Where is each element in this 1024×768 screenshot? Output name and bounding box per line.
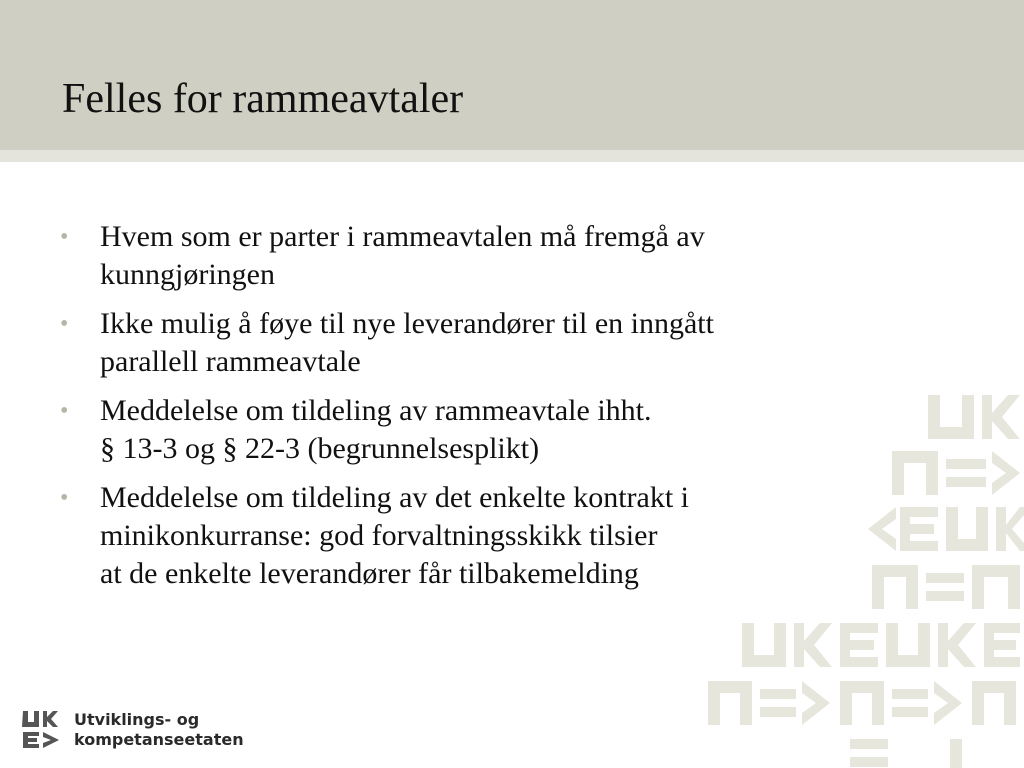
pattern-row-7 [850, 739, 962, 768]
title-banner-strip [0, 150, 1024, 162]
logo-line-2: kompetanseetaten [74, 730, 244, 749]
bullet-list [60, 218, 940, 604]
title-banner [0, 0, 1024, 150]
bullet-line: kunngjøringen [100, 258, 275, 291]
bullet-item [60, 305, 940, 381]
uke-logo-icon [22, 710, 62, 750]
bullet-dot-icon: • [60, 224, 69, 250]
bullet-line: minikonkurranse: god forvaltningsskikk tilsier [100, 519, 658, 552]
pattern-row-5 [742, 623, 1020, 667]
pattern-row-1 [928, 395, 1020, 439]
bullet-line: Hvem som er parter i rammeavtalen må fremgå av [100, 220, 705, 253]
bullet-line: § 13-3 og § 22-3 (begrunnelsesplikt) [100, 432, 540, 465]
bullet-line: Meddelelse om tildeling av rammeavtale ihht. [100, 394, 652, 427]
logo-line-1: Utviklings- og [74, 710, 200, 729]
bullet-item [60, 392, 940, 468]
organization-logo [22, 710, 244, 750]
bullet-item [60, 218, 940, 294]
bullet-line: Ikke mulig å føye til nye leverandører til en inngått [100, 307, 714, 340]
bullet-line: parallell rammeavtale [100, 345, 361, 378]
bullet-line: Meddelelse om tildeling av det enkelte kontrakt i [100, 481, 689, 514]
bullet-dot-icon: • [60, 398, 69, 424]
bullet-item [60, 479, 940, 593]
pattern-row-6 [708, 681, 1016, 725]
bullet-dot-icon: • [60, 311, 69, 337]
bullet-dot-icon: • [60, 485, 69, 511]
bullet-line: at de enkelte leverandører får tilbakemelding [100, 557, 639, 590]
slide-title: Felles for rammeavtaler [62, 76, 464, 122]
logo-wordmark [74, 710, 244, 750]
